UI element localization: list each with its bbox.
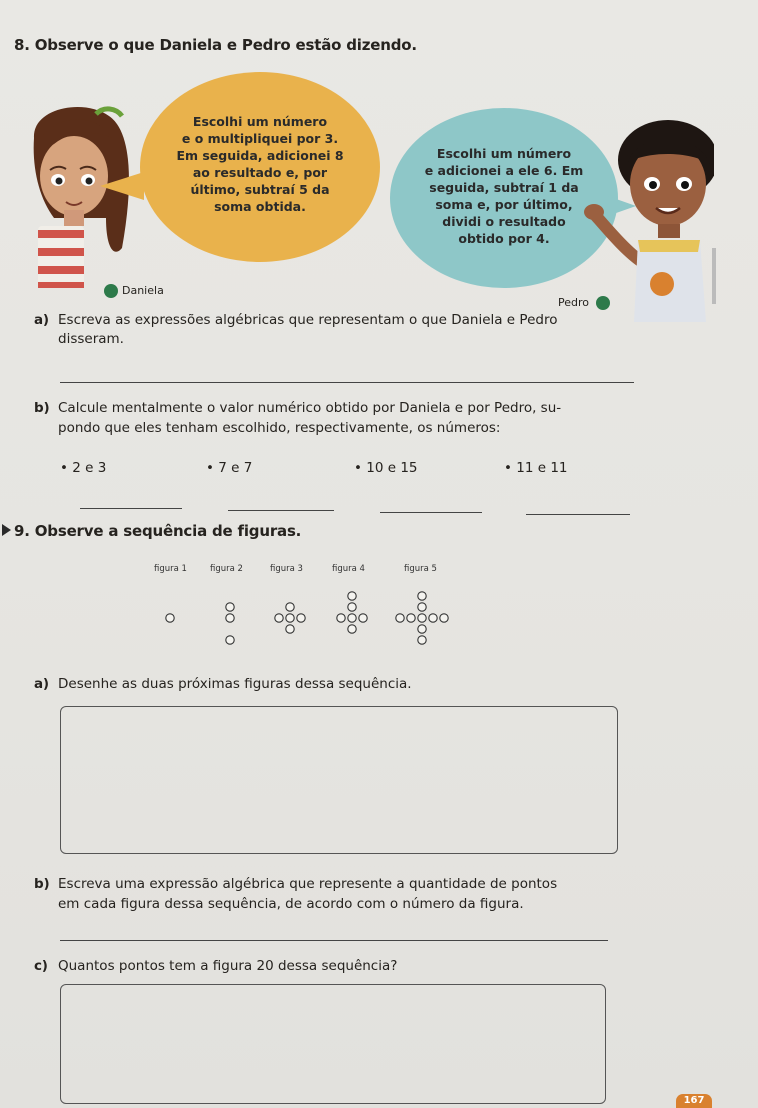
pedro-label-marker bbox=[596, 296, 610, 310]
question-9-title: 9. Observe a sequência de figuras. bbox=[14, 522, 302, 540]
daniela-speech-line: Escolhi um número bbox=[192, 114, 328, 129]
daniela-label-marker bbox=[104, 284, 118, 298]
pedro-illustration bbox=[582, 112, 714, 322]
dot-point bbox=[418, 614, 426, 622]
dot-sequence-figures bbox=[140, 578, 500, 658]
pedro-speech-line: seguida, subtraí 1 da bbox=[429, 180, 579, 195]
dot-point bbox=[275, 614, 283, 622]
q8a-answer-line[interactable] bbox=[60, 382, 634, 383]
dot-point bbox=[226, 636, 234, 644]
q9b-text-line: em cada figura dessa sequência, de acordo com o número da figura. bbox=[58, 896, 524, 912]
figure-label: figura 2 bbox=[210, 564, 243, 574]
pedro-label: Pedro bbox=[558, 296, 590, 309]
dot-point bbox=[348, 592, 356, 600]
question-marker-icon bbox=[2, 524, 11, 536]
dot-figure bbox=[226, 603, 234, 644]
q9b-text-line: Escreva uma expressão algébrica que represente a quantidade de pontos bbox=[58, 876, 558, 892]
daniela-speech-line: último, subtraí 5 da bbox=[190, 182, 330, 197]
dot-point bbox=[286, 614, 294, 622]
dot-point bbox=[348, 603, 356, 611]
dot-point bbox=[166, 614, 174, 622]
q9a-label: a) bbox=[34, 676, 49, 692]
dot-point bbox=[286, 603, 294, 611]
dot-point bbox=[440, 614, 448, 622]
q8b-answer-line[interactable] bbox=[380, 512, 482, 513]
q8b-item: • 7 e 7 bbox=[206, 460, 253, 476]
q8b-answer-line[interactable] bbox=[228, 510, 334, 511]
figure-label: figura 4 bbox=[332, 564, 365, 574]
pedro-speech-line: Escolhi um número bbox=[436, 146, 572, 161]
pedro-speech-line: soma e, por último, bbox=[435, 197, 573, 212]
dot-point bbox=[337, 614, 345, 622]
pedro-speech-line: dividi o resultado bbox=[442, 214, 566, 229]
dot-point bbox=[226, 614, 234, 622]
q8b-item: • 2 e 3 bbox=[60, 460, 107, 476]
page-number-badge: 167 bbox=[676, 1094, 712, 1108]
q8b-item: • 10 e 15 bbox=[354, 460, 418, 476]
q9c-answer-box[interactable] bbox=[60, 984, 606, 1104]
figure-label: figura 1 bbox=[154, 564, 187, 574]
q9a-drawing-box[interactable] bbox=[60, 706, 618, 854]
dot-point bbox=[429, 614, 437, 622]
dot-figure bbox=[166, 614, 174, 622]
dot-point bbox=[226, 603, 234, 611]
q8b-text-line: pondo que eles tenham escolhido, respectivamente, os números: bbox=[58, 420, 501, 436]
q9b-answer-line[interactable] bbox=[60, 940, 608, 941]
dot-point bbox=[418, 636, 426, 644]
dot-point bbox=[418, 592, 426, 600]
question-8-title: 8. Observe o que Daniela e Pedro estão dizendo. bbox=[14, 36, 417, 54]
side-credit-mark bbox=[712, 248, 716, 304]
dot-point bbox=[407, 614, 415, 622]
q8a-label: a) bbox=[34, 312, 49, 328]
pedro-speech-line: obtido por 4. bbox=[458, 231, 550, 246]
dot-point bbox=[348, 614, 356, 622]
q9c-label: c) bbox=[34, 958, 48, 974]
dot-figure bbox=[396, 592, 448, 644]
dot-point bbox=[396, 614, 404, 622]
daniela-speech-line: soma obtida. bbox=[214, 199, 306, 214]
figure-label: figura 5 bbox=[404, 564, 437, 574]
dot-point bbox=[418, 603, 426, 611]
dot-point bbox=[359, 614, 367, 622]
dot-point bbox=[297, 614, 305, 622]
q8b-item: • 11 e 11 bbox=[504, 460, 568, 476]
dot-figure bbox=[337, 592, 367, 658]
q9c-text: Quantos pontos tem a figura 20 dessa sequência? bbox=[58, 958, 398, 974]
q9b-label: b) bbox=[34, 876, 50, 892]
q8b-label: b) bbox=[34, 400, 50, 416]
figure-label: figura 3 bbox=[270, 564, 303, 574]
q8a-text-line: disseram. bbox=[58, 331, 124, 347]
dot-point bbox=[348, 625, 356, 633]
q8b-answer-line[interactable] bbox=[526, 514, 630, 515]
dot-point bbox=[418, 625, 426, 633]
daniela-bubble-tail bbox=[100, 172, 144, 200]
q8b-text-line: Calcule mentalmente o valor numérico obtido por Daniela e por Pedro, su- bbox=[58, 400, 562, 416]
q8a-text-line: Escreva as expressões algébricas que representam o que Daniela e Pedro bbox=[58, 312, 558, 328]
daniela-speech-line: Em seguida, adicionei 8 bbox=[176, 148, 344, 163]
pedro-speech-line: e adicionei a ele 6. Em bbox=[424, 163, 584, 178]
daniela-speech-line: e o multipliquei por 3. bbox=[181, 131, 339, 146]
q9a-text: Desenhe as duas próximas figuras dessa sequência. bbox=[58, 676, 412, 692]
daniela-speech-bubble bbox=[140, 72, 380, 262]
daniela-label: Daniela bbox=[122, 284, 164, 297]
dot-figure bbox=[275, 603, 305, 633]
q8b-answer-line[interactable] bbox=[80, 508, 182, 509]
dot-point bbox=[286, 625, 294, 633]
daniela-speech-line: ao resultado e, por bbox=[192, 165, 328, 180]
